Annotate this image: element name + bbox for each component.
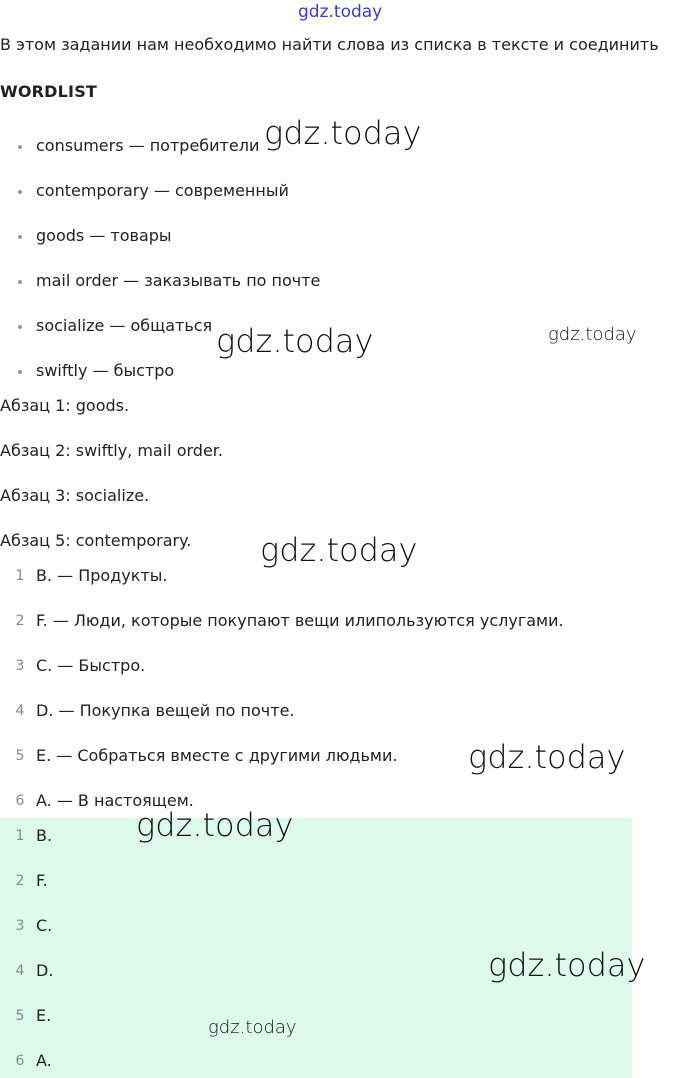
- watermark: gdz.today: [260, 531, 418, 569]
- answer-item: F.: [36, 871, 48, 890]
- bullet-icon: [18, 280, 22, 284]
- list-number: 4: [15, 703, 25, 719]
- answer-item: B.: [36, 826, 53, 845]
- paragraph-line: Абзац 5: contemporary.: [0, 531, 192, 550]
- list-number: 1: [15, 568, 25, 584]
- watermark: gdz.today: [136, 806, 294, 844]
- list-number: 4: [15, 963, 25, 979]
- match-item: F. — Люди, которые покупают вещи илипользуются услугами.: [36, 611, 564, 630]
- wordlist-item: contemporary — современный: [36, 181, 289, 200]
- list-number: 3: [15, 658, 25, 674]
- bullet-icon: [18, 235, 22, 239]
- list-number: 2: [15, 873, 25, 889]
- bullet-icon: [18, 370, 22, 374]
- wordlist-item: swiftly — быстро: [36, 361, 175, 380]
- list-number: 2: [15, 613, 25, 629]
- wordlist-item: socialize — общаться: [36, 316, 213, 335]
- match-item: D. — Покупка вещей по почте.: [36, 701, 295, 720]
- match-item: C. — Быстро.: [36, 656, 146, 675]
- match-item: B. — Продукты.: [36, 566, 168, 585]
- wordlist-heading: WORDLIST: [0, 82, 98, 101]
- list-number: 5: [15, 1008, 25, 1024]
- wordlist-item: mail order — заказывать по почте: [36, 271, 321, 290]
- paragraph-line: Абзац 2: swiftly, mail order.: [0, 441, 223, 460]
- site-logo[interactable]: gdz.today: [298, 2, 383, 22]
- answer-item: A.: [36, 1051, 52, 1070]
- watermark: gdz.today: [208, 1017, 297, 1038]
- watermark: gdz.today: [216, 322, 374, 360]
- task-intro: В этом задании нам необходимо найти слова из списка в тексте и соединить: [0, 35, 659, 54]
- watermark: gdz.today: [264, 114, 422, 152]
- wordlist-item: consumers — потребители: [36, 136, 260, 155]
- bullet-icon: [18, 325, 22, 329]
- list-number: 3: [15, 918, 25, 934]
- watermark: gdz.today: [488, 946, 646, 984]
- answer-item: C.: [36, 916, 53, 935]
- bullet-icon: [18, 145, 22, 149]
- paragraph-line: Абзац 3: socialize.: [0, 486, 150, 505]
- match-item: A. — В настоящем.: [36, 791, 194, 810]
- list-number: 1: [15, 828, 25, 844]
- paragraph-line: Абзац 1: goods.: [0, 396, 130, 415]
- answer-item: D.: [36, 961, 54, 980]
- list-number: 6: [15, 1053, 25, 1069]
- watermark: gdz.today: [468, 738, 626, 776]
- list-number: 6: [15, 793, 25, 809]
- list-number: 5: [15, 748, 25, 764]
- answer-item: E.: [36, 1006, 52, 1025]
- watermark: gdz.today: [548, 324, 637, 345]
- wordlist-item: goods — товары: [36, 226, 172, 245]
- match-item: E. — Собраться вместе с другими людьми.: [36, 746, 398, 765]
- bullet-icon: [18, 190, 22, 194]
